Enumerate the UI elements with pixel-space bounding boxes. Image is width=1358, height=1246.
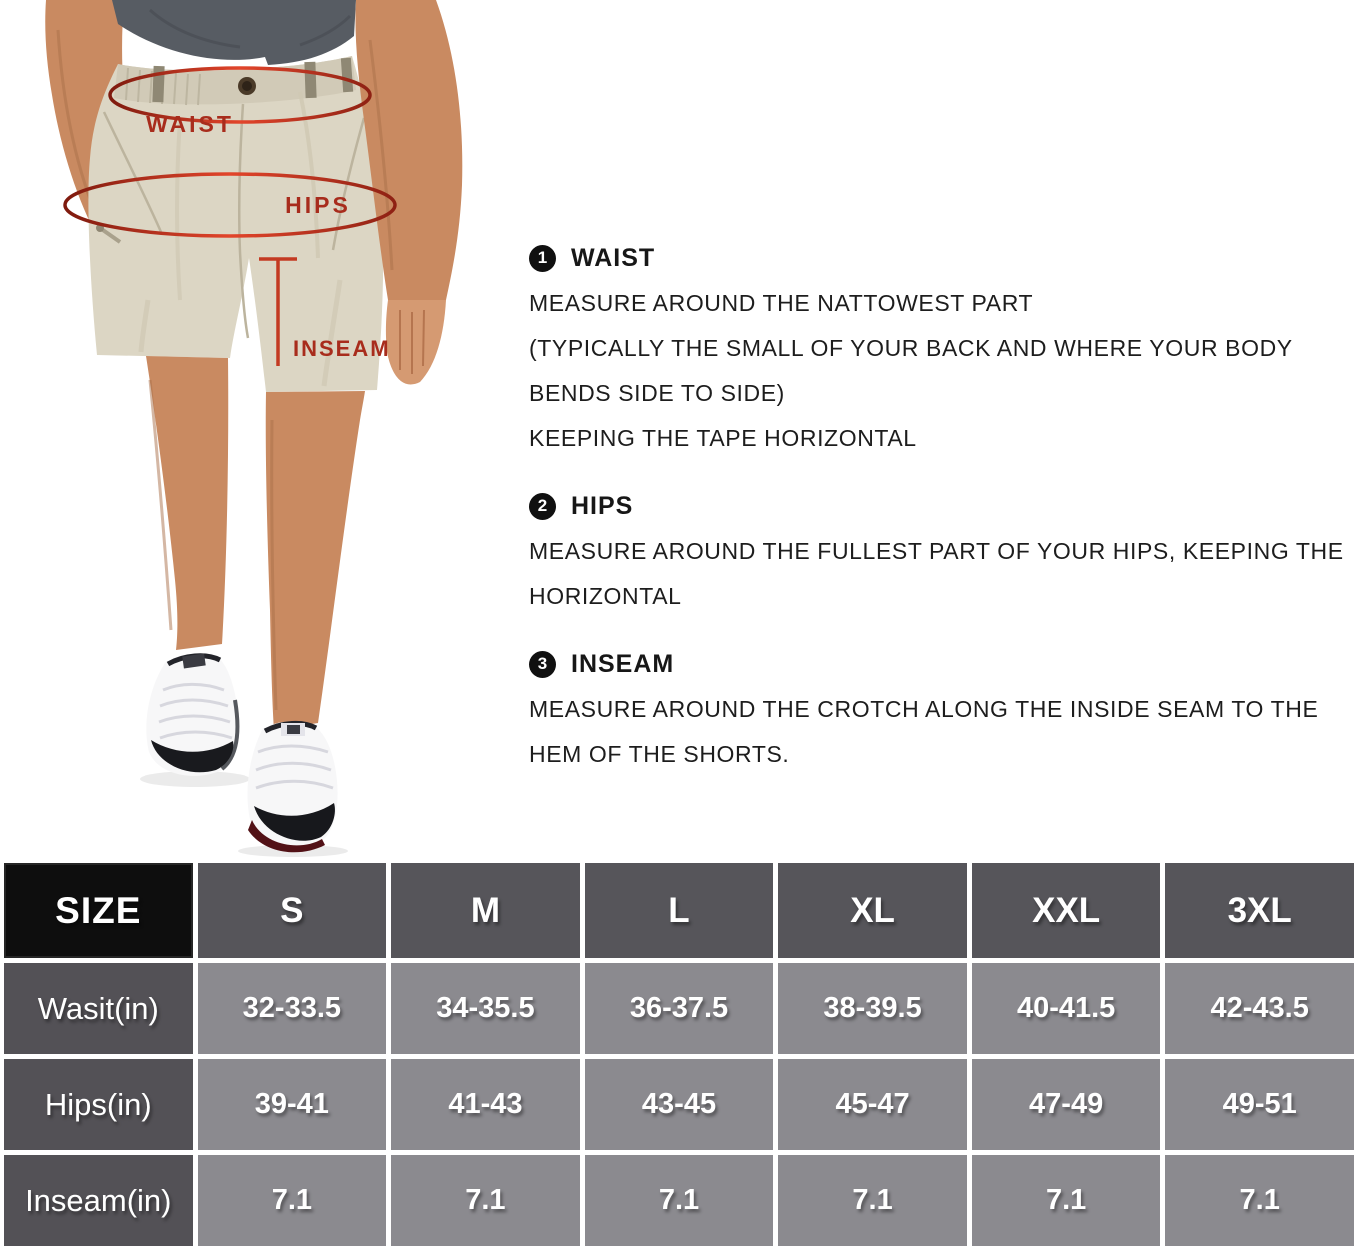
size-chart-value: 41-43 [391, 1059, 580, 1150]
size-chart-value: 7.1 [1165, 1155, 1354, 1246]
size-chart-value: 7.1 [972, 1155, 1161, 1246]
instruction-title: INSEAM [571, 649, 675, 678]
waist-annotation-label: WAIST [146, 111, 234, 137]
instruction-text-line: MEASURE AROUND THE CROTCH ALONG THE INSIDE SEAM TO THE [529, 696, 1319, 722]
right-leg [266, 391, 365, 730]
instruction-hips [529, 491, 1345, 619]
step-3-badge: 3 [529, 651, 556, 678]
inseam-annotation-label: INSEAM [293, 336, 391, 361]
model-figure [0, 0, 520, 858]
size-chart-value: 32-33.5 [198, 963, 387, 1054]
size-chart-row-label-waist: Wasit(in) [4, 963, 193, 1054]
size-chart-value: 36-37.5 [585, 963, 774, 1054]
left-leg [146, 356, 228, 650]
size-chart-col-header-l: L [585, 863, 774, 958]
right-shoe [247, 722, 337, 853]
hips-annotation-label: HIPS [285, 192, 351, 218]
left-shoe [146, 654, 238, 776]
size-chart-value: 38-39.5 [778, 963, 967, 1054]
step-2-badge: 2 [529, 493, 556, 520]
instruction-text-line: (TYPICALLY THE SMALL OF YOUR BACK AND WHERE YOUR BODY [529, 335, 1293, 361]
measuring-instructions [529, 243, 1345, 807]
instruction-text-line: HEM OF THE SHORTS. [529, 741, 790, 767]
belt-loop [304, 62, 316, 98]
instruction-text-line: KEEPING THE TAPE HORIZONTAL [529, 425, 917, 451]
instruction-title: HIPS [571, 491, 634, 520]
size-chart-value: 7.1 [198, 1155, 387, 1246]
size-chart-table [0, 858, 1358, 1246]
shoe-tongue-tag [287, 725, 300, 734]
size-chart-value: 7.1 [778, 1155, 967, 1246]
size-chart-value: 34-35.5 [391, 963, 580, 1054]
right-hand [386, 300, 446, 384]
size-chart-col-header-s: S [198, 863, 387, 958]
size-chart-row-label-hips: Hips(in) [4, 1059, 193, 1150]
size-chart-value: 42-43.5 [1165, 963, 1354, 1054]
instruction-heading [529, 649, 1345, 679]
size-chart-row-label-inseam: Inseam(in) [4, 1155, 193, 1246]
instruction-title: WAIST [571, 243, 656, 272]
size-chart-value: 40-41.5 [972, 963, 1161, 1054]
shirt [112, 0, 356, 65]
instruction-text-line: MEASURE AROUND THE FULLEST PART OF YOUR HIPS, KEEPING THE [529, 538, 1344, 564]
size-chart-value: 43-45 [585, 1059, 774, 1150]
size-chart-col-header-xl: XL [778, 863, 967, 958]
instruction-text-line: BENDS SIDE TO SIDE) [529, 380, 785, 406]
size-chart-value: 39-41 [198, 1059, 387, 1150]
size-chart-value: 47-49 [972, 1059, 1161, 1150]
instruction-heading [529, 243, 1345, 273]
instruction-heading [529, 491, 1345, 521]
size-chart-col-header-3xl: 3XL [1165, 863, 1354, 958]
size-chart-value: 49-51 [1165, 1059, 1354, 1150]
size-chart-value: 45-47 [778, 1059, 967, 1150]
size-chart-col-header-m: M [391, 863, 580, 958]
size-chart-col-header-xxl: XXL [972, 863, 1161, 958]
instruction-inseam [529, 649, 1345, 777]
step-1-badge: 1 [529, 245, 556, 272]
product-photo [0, 0, 520, 858]
size-chart-corner-cell: SIZE [4, 863, 193, 958]
instruction-text-line: MEASURE AROUND THE NATTOWEST PART [529, 290, 1034, 316]
size-chart-value: 7.1 [391, 1155, 580, 1246]
belt-loop [152, 66, 164, 102]
instruction-text-line: HORIZONTAL [529, 583, 682, 609]
instruction-waist [529, 243, 1345, 461]
size-chart-value: 7.1 [585, 1155, 774, 1246]
